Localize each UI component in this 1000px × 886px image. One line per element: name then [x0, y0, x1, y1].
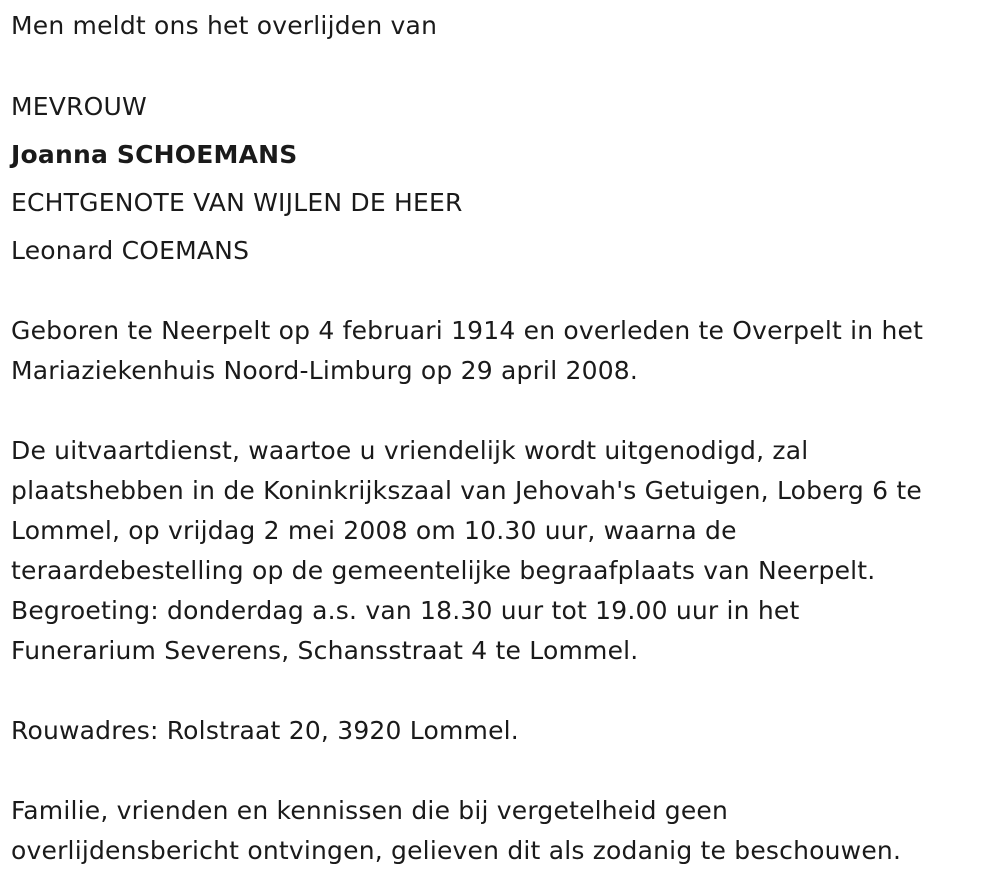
service-line-4: teraardebestelling op de gemeentelijke begraafplaats van Neerpelt.: [11, 556, 876, 585]
relation-line: ECHTGENOTE VAN WIJLEN DE HEER: [11, 188, 463, 217]
deceased-name: Joanna SCHOEMANS: [11, 140, 298, 169]
closing-line-2: overlijdensbericht ontvingen, gelieven dit als zodanig te beschouwen.: [11, 836, 902, 865]
closing-line-1: Familie, vrienden en kennissen die bij vergetelheid geen: [11, 796, 729, 825]
service-line-1: De uitvaartdienst, waartoe u vriendelijk wordt uitgenodigd, zal: [11, 436, 809, 465]
service-line-2: plaatshebben in de Koninkrijkszaal van Jehovah's Getuigen, Loberg 6 te: [11, 476, 922, 505]
intro-line: Men meldt ons het overlijden van: [11, 11, 438, 40]
birth-death-line-2: Mariaziekenhuis Noord-Limburg op 29 april 2008.: [11, 356, 639, 385]
honorific-title: MEVROUW: [11, 92, 147, 121]
service-line-3: Lommel, op vrijdag 2 mei 2008 om 10.30 uur, waarna de: [11, 516, 737, 545]
service-line-6: Funerarium Severens, Schansstraat 4 te Lommel.: [11, 636, 639, 665]
spouse-name: Leonard COEMANS: [11, 236, 250, 265]
birth-death-line-1: Geboren te Neerpelt op 4 februari 1914 en overleden te Overpelt in het: [11, 316, 924, 345]
service-line-5: Begroeting: donderdag a.s. van 18.30 uur tot 19.00 uur in het: [11, 596, 800, 625]
mourning-address: Rouwadres: Rolstraat 20, 3920 Lommel.: [11, 716, 519, 745]
